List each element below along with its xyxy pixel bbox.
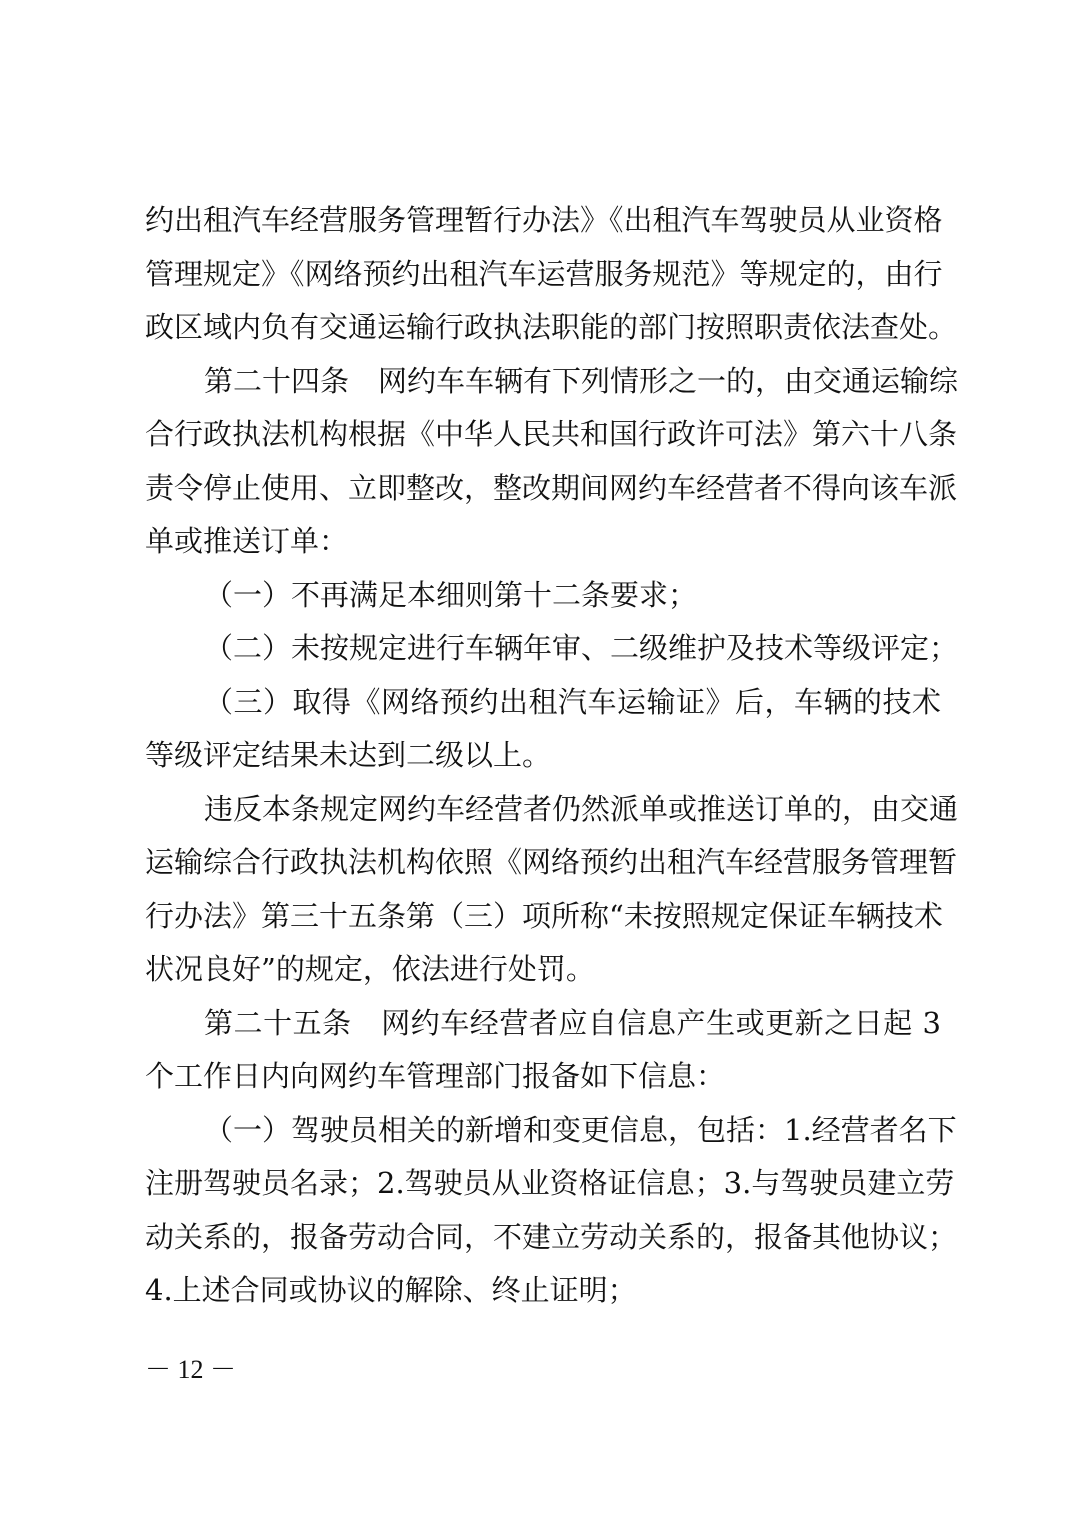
text-line: 运输综合行政执法机构依照《网络预约出租汽车经营服务管理暂 [145, 845, 958, 879]
list-item: （三）取得《网络预约出租汽车运输证》后，车辆的技术 [204, 685, 941, 719]
text-line: 4.上述合同或协议的解除、终止证明； [145, 1273, 637, 1307]
text-line: 状况良好”的规定，依法进行处罚。 [145, 952, 595, 986]
text-line: 管理规定》《网络预约出租汽车运营服务规范》等规定的，由行 [145, 257, 943, 291]
text-line: 政区域内负有交通运输行政执法职能的部门按照职责依法查处。 [145, 310, 958, 344]
text-line: 行办法》第三十五条第（三）项所称“未按照规定保证车辆技术 [145, 899, 943, 933]
text-line: 个工作日内向网约车管理部门报备如下信息： [145, 1059, 726, 1093]
text-line: 等级评定结果未达到二级以上。 [145, 738, 552, 772]
text-line: 约出租汽车经营服务管理暂行办法》《出租汽车驾驶员从业资格 [145, 203, 943, 237]
article-25-heading-line: 第二十五条 网约车经营者应自信息产生或更新之日起 3 [204, 1006, 941, 1040]
text-line: 注册驾驶员名录；2.驾驶员从业资格证信息；3.与驾驶员建立劳 [145, 1166, 955, 1200]
text-line: 合行政执法机构根据《中华人民共和国行政许可法》第六十八条 [145, 417, 958, 451]
list-item: （二）未按规定进行车辆年审、二级维护及技术等级评定； [204, 631, 959, 665]
list-item: （一）不再满足本细则第十二条要求； [204, 578, 698, 612]
text-line: 动关系的，报备劳动合同，不建立劳动关系的，报备其他协议； [145, 1220, 958, 1254]
list-item: （一）驾驶员相关的新增和变更信息，包括：1.经营者名下 [204, 1113, 957, 1147]
text-line: 责令停止使用、立即整改，整改期间网约车经营者不得向该车派 [145, 471, 958, 505]
paragraph-line: 违反本条规定网约车经营者仍然派单或推送订单的，由交通 [204, 792, 959, 826]
text-line: 单或推送订单： [145, 524, 349, 558]
article-24-heading-line: 第二十四条 网约车车辆有下列情形之一的，由交通运输综 [204, 364, 959, 398]
page-number: － 12 － [145, 1355, 237, 1384]
